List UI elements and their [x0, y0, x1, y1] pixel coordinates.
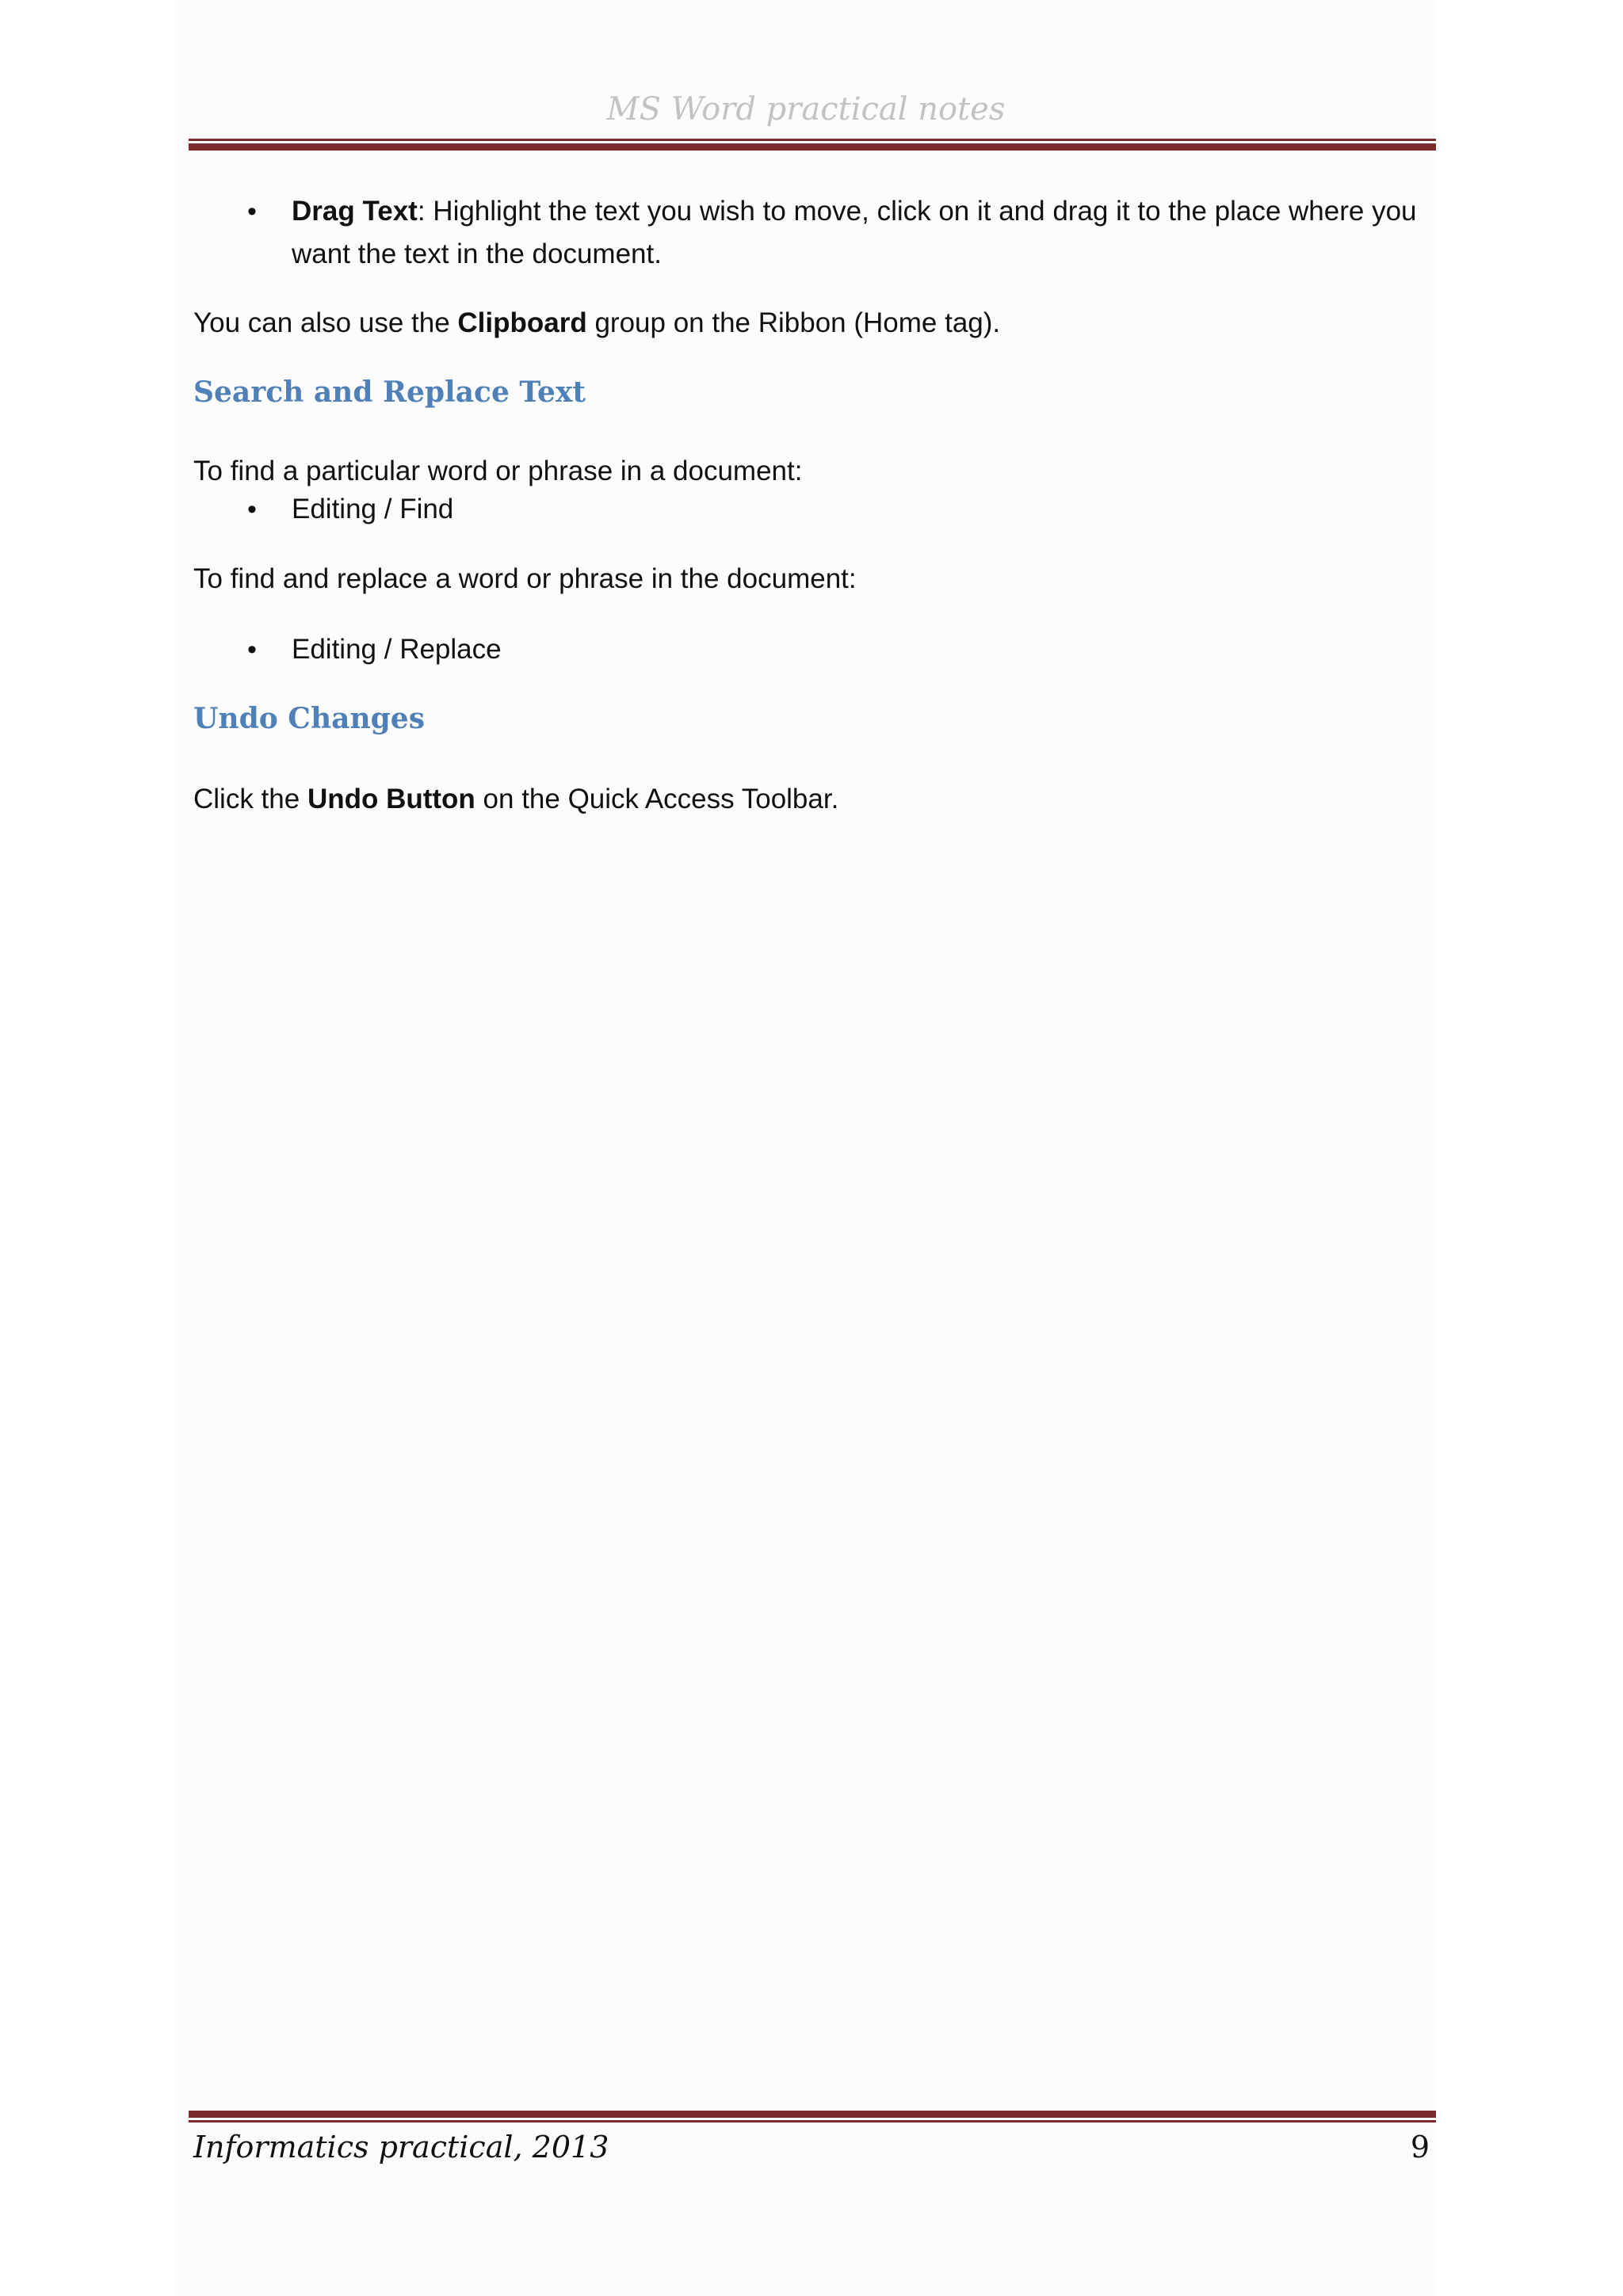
- undo-prefix: Click the: [193, 784, 307, 814]
- undo-paragraph: [193, 778, 1430, 821]
- find-bullet-text: Editing / Find: [292, 494, 454, 524]
- replace-intro: To find and replace a word or phrase in the document:: [193, 563, 857, 594]
- clipboard-bold: Clipboard: [457, 307, 587, 338]
- document-body: [193, 190, 1430, 821]
- header-title: MS Word practical notes: [606, 91, 1006, 128]
- drag-text-label: Drag Text: [292, 196, 418, 227]
- bullet-icon: •: [247, 494, 257, 524]
- page-number: 9: [1410, 2130, 1430, 2164]
- clipboard-prefix: You can also use the: [193, 307, 458, 338]
- header-rule-thick: [189, 143, 1436, 151]
- find-intro: To find a particular word or phrase in a document:: [193, 456, 803, 486]
- footer-rule-thick: [189, 2111, 1436, 2118]
- drag-text-description: : Highlight the text you wish to move, click on it and drag it to the place where you want the text in the document.: [292, 196, 1417, 269]
- clipboard-paragraph: [193, 302, 1430, 345]
- undo-changes-heading: Undo Changes: [193, 702, 425, 735]
- search-replace-heading: Search and Replace Text: [193, 376, 586, 409]
- header-rule-thin: [189, 139, 1436, 141]
- find-bullet: [193, 488, 1430, 531]
- footer-text: Informatics practical, 2013: [193, 2130, 609, 2164]
- footer-rule-thin: [189, 2120, 1436, 2122]
- replace-bullet: [193, 628, 1430, 671]
- drag-text-bullet: [193, 190, 1430, 276]
- replace-bullet-text: Editing / Replace: [292, 634, 502, 665]
- bullet-icon: •: [247, 196, 257, 227]
- undo-bold: Undo Button: [307, 784, 475, 814]
- bullet-icon: •: [247, 635, 257, 665]
- clipboard-suffix: group on the Ribbon (Home tag).: [586, 307, 1001, 338]
- undo-suffix: on the Quick Access Toolbar.: [475, 784, 839, 814]
